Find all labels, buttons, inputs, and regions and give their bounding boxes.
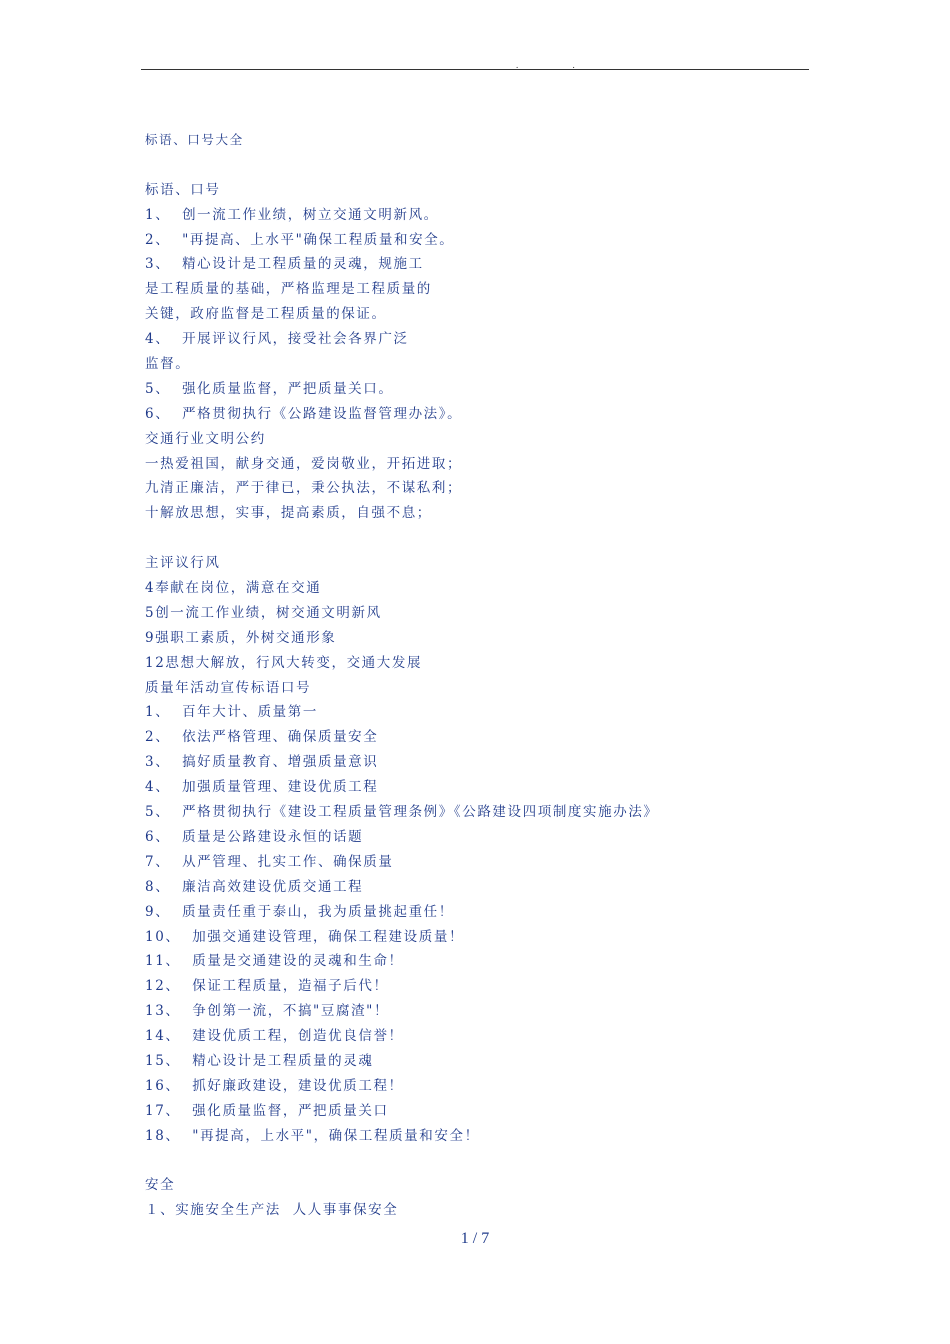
text-line: 2、 "再提高、上水平"确保工程质量和安全。 — [145, 231, 455, 248]
text-line: 2、 依法严格管理、确保质量安全 — [145, 729, 379, 746]
text-line: 11、 质量是交通建设的灵魂和生命！ — [145, 953, 404, 970]
header-rule — [141, 69, 809, 70]
text-line: 1、 百年大计、质量第一 — [145, 704, 318, 721]
text-line: 九清正廉洁，严于律已，秉公执法，不谋私利； — [145, 480, 463, 497]
text-line: １、实施安全生产法 人人事事保安全 — [145, 1202, 399, 1219]
blank-line — [145, 1149, 805, 1174]
text-line: 十解放思想，实事，提高素质，自强不息； — [145, 505, 432, 522]
text-line: 5、 强化质量监督，严把质量关口。 — [145, 380, 394, 397]
text-line: 主评议行风 — [145, 555, 221, 572]
text-line: 3、 精心设计是工程质量的灵魂，规施工 — [145, 256, 424, 273]
text-line: 5、 严格贯彻执行《建设工程质量管理条例》《公路建设四项制度实施办法》 — [145, 804, 659, 821]
text-line: 8、 廉洁高效建设优质交通工程 — [145, 878, 364, 895]
document-title: 标语、口号大全 — [145, 132, 244, 147]
text-line: 标语、口号 — [145, 181, 221, 198]
text-line: 质量年活动宣传标语口号 — [145, 679, 312, 696]
text-line: 10、 加强交通建设管理，确保工程建设质量！ — [145, 928, 465, 945]
text-line: 5创一流工作业绩，树交通文明新风 — [145, 604, 382, 621]
text-line: 12思想大解放，行风大转变，交通大发展 — [145, 654, 423, 671]
text-line: 1、 创一流工作业绩，树立交通文明新风。 — [145, 206, 439, 223]
header-dots: . . — [516, 60, 601, 70]
blank-line — [145, 526, 805, 551]
text-line: 17、 强化质量监督，严把质量关口 — [145, 1102, 389, 1119]
page-number: 1 / 7 — [460, 1230, 490, 1247]
text-line: 12、 保证工程质量，造福子后代！ — [145, 978, 389, 995]
text-line: 14、 建设优质工程，创造优良信誉！ — [145, 1028, 404, 1045]
text-line: 15、 精心设计是工程质量的灵魂 — [145, 1052, 374, 1069]
text-lines — [145, 153, 805, 1223]
text-line: 一热爱祖国，献身交通，爱岗敬业，开拓进取； — [145, 455, 463, 472]
text-line: 4、 开展评议行风，接受社会各界广泛 — [145, 331, 409, 348]
text-line: 6、 质量是公路建设永恒的话题 — [145, 828, 364, 845]
text-line: 交通行业文明公约 — [145, 430, 266, 447]
text-line: 18、 "再提高，上水平"，确保工程质量和安全！ — [145, 1127, 480, 1144]
text-line: 关键，政府监督是工程质量的保证。 — [145, 306, 387, 323]
text-line: 4、 加强质量管理、建设优质工程 — [145, 779, 379, 796]
text-line: 是工程质量的基础，严格监理是工程质量的 — [145, 281, 432, 298]
text-line: 6、 严格贯彻执行《公路建设监督管理办法》。 — [145, 405, 463, 422]
document-body — [145, 128, 805, 1223]
text-line: 3、 搞好质量教育、增强质量意识 — [145, 754, 379, 771]
text-line: 安全 — [145, 1177, 176, 1194]
text-line: 9强职工素质，外树交通形象 — [145, 629, 337, 646]
text-line: 9、 质量责任重于泰山，我为质量挑起重任！ — [145, 903, 454, 920]
blank-line — [145, 153, 805, 178]
text-line: 13、 争创第一流，不搞"豆腐渣"！ — [145, 1003, 390, 1020]
text-line: 7、 从严管理、扎实工作、确保质量 — [145, 853, 394, 870]
text-line: 16、 抓好廉政建设，建设优质工程！ — [145, 1077, 404, 1094]
text-line: 4奉献在岗位，满意在交通 — [145, 580, 322, 597]
text-line: 监督。 — [145, 356, 191, 373]
